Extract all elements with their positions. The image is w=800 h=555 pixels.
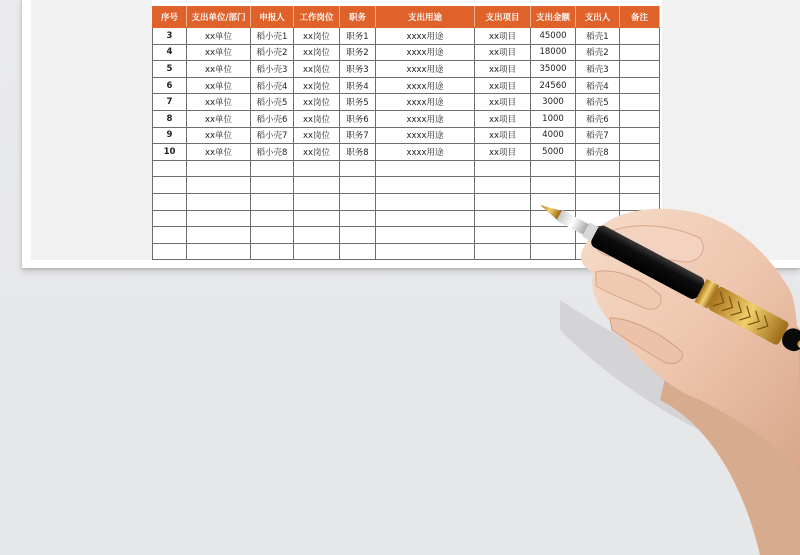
empty-cell[interactable] (531, 210, 576, 227)
table-cell[interactable]: xx项目 (475, 77, 531, 94)
table-row (153, 110, 660, 127)
empty-cell[interactable] (294, 193, 340, 210)
table-row (153, 127, 660, 144)
table-cell[interactable]: xx岗位 (294, 44, 340, 61)
table-row (153, 61, 660, 78)
empty-cell[interactable] (376, 177, 475, 194)
table-cell[interactable]: xxxx用途 (376, 28, 475, 45)
empty-cell[interactable] (187, 243, 251, 260)
table-cell[interactable]: 职务7 (340, 127, 376, 144)
table-cell[interactable]: 稻壳2 (576, 44, 620, 61)
empty-cell[interactable] (153, 193, 187, 210)
empty-cell[interactable] (294, 243, 340, 260)
table-cell[interactable]: xx单位 (187, 28, 251, 45)
empty-cell[interactable] (376, 243, 475, 260)
empty-cell[interactable] (340, 193, 376, 210)
table-cell[interactable]: 稻壳7 (576, 127, 620, 144)
empty-cell[interactable] (251, 227, 294, 244)
table-cell[interactable]: 6 (153, 77, 187, 94)
empty-cell[interactable] (251, 177, 294, 194)
table-cell[interactable]: xxxx用途 (376, 110, 475, 127)
table-cell[interactable]: xx单位 (187, 110, 251, 127)
expense-table (152, 6, 660, 260)
table-cell[interactable]: xxxx用途 (376, 77, 475, 94)
empty-cell[interactable] (475, 193, 531, 210)
table-cell[interactable]: 稻壳5 (576, 94, 620, 111)
empty-cell[interactable] (620, 210, 660, 227)
table-cell[interactable]: 24560 (531, 77, 576, 94)
column-header-5: 职务 (340, 7, 376, 28)
table-cell[interactable]: 8 (153, 110, 187, 127)
empty-cell[interactable] (620, 160, 660, 177)
empty-cell[interactable] (340, 160, 376, 177)
empty-cell[interactable] (376, 227, 475, 244)
table-cell[interactable]: xxxx用途 (376, 61, 475, 78)
table-cell[interactable]: xx单位 (187, 61, 251, 78)
table-cell[interactable] (620, 144, 660, 161)
empty-table-row (153, 227, 660, 244)
table-row (153, 28, 660, 45)
table-cell[interactable]: xx岗位 (294, 144, 340, 161)
table-cell[interactable]: 职务6 (340, 110, 376, 127)
empty-cell[interactable] (294, 210, 340, 227)
empty-cell[interactable] (294, 160, 340, 177)
table-cell[interactable]: xx岗位 (294, 127, 340, 144)
table-header-row (153, 7, 660, 28)
empty-cell[interactable] (340, 177, 376, 194)
empty-cell[interactable] (576, 210, 620, 227)
table-cell[interactable]: 45000 (531, 28, 576, 45)
table-cell[interactable] (620, 77, 660, 94)
empty-cell[interactable] (475, 227, 531, 244)
table-row (153, 144, 660, 161)
column-header-8: 支出金额 (531, 7, 576, 28)
table-cell[interactable]: xx岗位 (294, 110, 340, 127)
empty-cell[interactable] (187, 177, 251, 194)
table-row (153, 94, 660, 111)
table-cell[interactable] (620, 127, 660, 144)
empty-cell[interactable] (153, 227, 187, 244)
table-cell[interactable]: xx项目 (475, 110, 531, 127)
empty-cell[interactable] (153, 160, 187, 177)
empty-table-row (153, 193, 660, 210)
table-cell[interactable]: xx单位 (187, 77, 251, 94)
column-header-3: 申报人 (251, 7, 294, 28)
table-cell[interactable]: xx项目 (475, 61, 531, 78)
column-header-9: 支出人 (576, 7, 620, 28)
column-header-4: 工作岗位 (294, 7, 340, 28)
column-header-7: 支出项目 (475, 7, 531, 28)
table-cell[interactable] (620, 110, 660, 127)
table-cell[interactable]: xx单位 (187, 44, 251, 61)
empty-cell[interactable] (576, 243, 620, 260)
table-cell[interactable]: 稻壳4 (576, 77, 620, 94)
table-cell[interactable]: 稻小壳8 (251, 144, 294, 161)
table-cell[interactable]: 7 (153, 94, 187, 111)
table-cell[interactable]: 9 (153, 127, 187, 144)
table-cell[interactable] (620, 61, 660, 78)
empty-table-row (153, 243, 660, 260)
empty-cell[interactable] (376, 193, 475, 210)
table-cell[interactable] (620, 28, 660, 45)
table-cell[interactable]: 3 (153, 28, 187, 45)
empty-cell[interactable] (620, 227, 660, 244)
empty-table-row (153, 177, 660, 194)
table-cell[interactable]: xx项目 (475, 127, 531, 144)
empty-cell[interactable] (531, 177, 576, 194)
table-cell[interactable]: 稻壳8 (576, 144, 620, 161)
table-cell[interactable] (620, 44, 660, 61)
table-cell[interactable]: xxxx用途 (376, 94, 475, 111)
table-cell[interactable]: xx项目 (475, 44, 531, 61)
empty-table-row (153, 210, 660, 227)
table-cell[interactable]: xxxx用途 (376, 127, 475, 144)
empty-cell[interactable] (576, 193, 620, 210)
empty-cell[interactable] (576, 160, 620, 177)
empty-cell[interactable] (475, 177, 531, 194)
table-cell[interactable]: 职务3 (340, 61, 376, 78)
empty-cell[interactable] (376, 210, 475, 227)
empty-cell[interactable] (340, 243, 376, 260)
table-cell[interactable]: xx单位 (187, 144, 251, 161)
table-cell[interactable] (620, 94, 660, 111)
table-cell[interactable]: 稻壳6 (576, 110, 620, 127)
table-cell[interactable]: xx岗位 (294, 94, 340, 111)
table-cell[interactable]: 3000 (531, 94, 576, 111)
table-cell[interactable]: xxxx用途 (376, 44, 475, 61)
table-cell[interactable]: 职务2 (340, 44, 376, 61)
table-cell[interactable]: 稻小壳3 (251, 61, 294, 78)
table-cell[interactable]: 稻小壳5 (251, 94, 294, 111)
table-cell[interactable]: 35000 (531, 61, 576, 78)
empty-cell[interactable] (187, 193, 251, 210)
table-cell[interactable]: 职务4 (340, 77, 376, 94)
column-header-10: 备注 (620, 7, 660, 28)
table-cell[interactable]: 10 (153, 144, 187, 161)
empty-cell[interactable] (576, 227, 620, 244)
table-cell[interactable]: 4 (153, 44, 187, 61)
empty-cell[interactable] (376, 160, 475, 177)
empty-cell[interactable] (187, 227, 251, 244)
table-cell[interactable]: 稻壳3 (576, 61, 620, 78)
table-cell[interactable]: 稻壳1 (576, 28, 620, 45)
empty-cell[interactable] (251, 210, 294, 227)
table-cell[interactable]: 稻小壳1 (251, 28, 294, 45)
table-cell[interactable]: xx单位 (187, 127, 251, 144)
table-cell[interactable]: 18000 (531, 44, 576, 61)
column-header-2: 支出单位/部门 (187, 7, 251, 28)
table-cell[interactable]: xxxx用途 (376, 144, 475, 161)
empty-cell[interactable] (340, 210, 376, 227)
empty-cell[interactable] (153, 243, 187, 260)
empty-cell[interactable] (531, 243, 576, 260)
table-cell[interactable]: 1000 (531, 110, 576, 127)
table-cell[interactable]: xx项目 (475, 94, 531, 111)
empty-cell[interactable] (475, 243, 531, 260)
empty-cell[interactable] (531, 193, 576, 210)
table-cell[interactable]: xx岗位 (294, 77, 340, 94)
expense-table-container (152, 0, 662, 260)
empty-cell[interactable] (620, 243, 660, 260)
empty-cell[interactable] (475, 160, 531, 177)
column-header-1: 序号 (153, 7, 187, 28)
table-cell[interactable]: 稻小壳4 (251, 77, 294, 94)
table-row (153, 77, 660, 94)
table-cell[interactable]: xx项目 (475, 144, 531, 161)
empty-cell[interactable] (153, 210, 187, 227)
table-cell[interactable]: 职务8 (340, 144, 376, 161)
empty-cell[interactable] (294, 227, 340, 244)
empty-cell[interactable] (187, 210, 251, 227)
column-header-6: 支出用途 (376, 7, 475, 28)
empty-cell[interactable] (475, 210, 531, 227)
table-cell[interactable]: xx项目 (475, 28, 531, 45)
empty-cell[interactable] (187, 160, 251, 177)
table-cell[interactable]: xx岗位 (294, 28, 340, 45)
table-cell[interactable]: 5 (153, 61, 187, 78)
table-cell[interactable]: 4000 (531, 127, 576, 144)
empty-cell[interactable] (531, 227, 576, 244)
table-cell[interactable]: 职务5 (340, 94, 376, 111)
table-cell[interactable]: 稻小壳7 (251, 127, 294, 144)
empty-cell[interactable] (340, 227, 376, 244)
empty-table-row (153, 160, 660, 177)
empty-cell[interactable] (576, 177, 620, 194)
table-row (153, 44, 660, 61)
empty-cell[interactable] (620, 193, 660, 210)
table-cell[interactable]: 职务1 (340, 28, 376, 45)
empty-cell[interactable] (531, 160, 576, 177)
table-cell[interactable]: xx岗位 (294, 61, 340, 78)
table-cell[interactable]: 5000 (531, 144, 576, 161)
empty-cell[interactable] (251, 243, 294, 260)
table-cell[interactable]: 稻小壳6 (251, 110, 294, 127)
empty-cell[interactable] (294, 177, 340, 194)
table-cell[interactable]: 稻小壳2 (251, 44, 294, 61)
empty-cell[interactable] (251, 193, 294, 210)
empty-cell[interactable] (251, 160, 294, 177)
table-cell[interactable]: xx单位 (187, 94, 251, 111)
empty-cell[interactable] (153, 177, 187, 194)
empty-cell[interactable] (620, 177, 660, 194)
